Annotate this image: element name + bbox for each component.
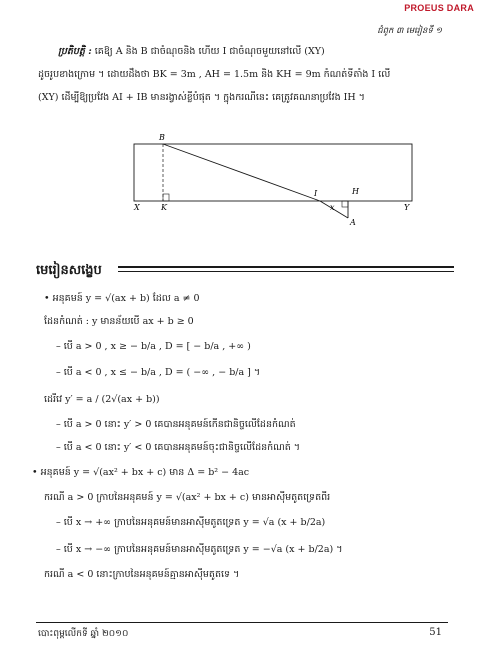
label-A: A	[350, 218, 356, 227]
label-X: X	[134, 203, 140, 212]
label-I: I	[314, 189, 318, 198]
page-number: 51	[429, 627, 442, 638]
summary-increasing: – បើ a > 0 នោះ y′ > 0 គេបានអនុគមន៍កើនជានិច្ចលើដែនកំណត់	[56, 419, 296, 430]
label-K: K	[161, 203, 167, 212]
section-title: មេរៀនសង្ខេប	[36, 263, 102, 278]
summary-decreasing: – បើ a < 0 នោះ y′ < 0 គេបានអនុគមន៍ចុះជានិច្ចលើដែនកំណត់ ។	[56, 442, 301, 453]
segment-BI	[163, 144, 320, 201]
summary-domain: ដែនកំណត់ : y មានន័យបើ ax + b ≥ 0	[44, 316, 194, 327]
summary-asymptote-1: – បើ x → +∞ ក្រាបនៃអនុគមន៍មានអាស៊ីមតូតទ្រេត y = √a (x + b/2a)	[56, 517, 326, 528]
label-H: H	[352, 187, 359, 196]
exercise-line-3: (XY) ដើម្បីឱ្យប្រវែង AI + IB មានរង្វាស់ខ្លីបំផុត ។ ក្នុងករណីនេះ គេត្រូវគណនាប្រវែង IH ។	[38, 92, 365, 103]
summary-case-2: – បើ a < 0 , x ≤ − b/a , D = ( −∞ , − b/a ] ។	[56, 367, 261, 378]
chapter-header: ជំពូក ៣ មេរៀនទី ១	[377, 26, 442, 36]
label-B: B	[159, 133, 165, 142]
summary-derivative: ដេរីវេ y′ = a / (2√(ax + b))	[44, 394, 160, 405]
section-rule-bottom	[118, 271, 454, 272]
summary-case-1: – បើ a > 0 , x ≥ − b/a , D = [ − b/a , +∞ )	[56, 341, 251, 352]
exercise-text-1: គេឱ្យ A និង B ជាចំណុចនិង ហើយ I ជាចំណុចមួយនៅលើ (XY)	[94, 46, 325, 57]
exercise-label: ប្រតិបត្តិ :	[58, 46, 92, 57]
exercise-line-2: ដូចរូបខាងក្រោម ។ ដោយដឹងថា BK = 3m , AH = 1.5m និង KH = 9m កំណត់ទីតាំង I លើ	[38, 69, 391, 80]
geometry-figure	[120, 128, 420, 228]
label-x: x	[330, 203, 335, 212]
section-rule-top	[118, 266, 454, 268]
brand-watermark: PROEUS DARA	[404, 3, 474, 13]
summary-asymptote-2: – បើ x → −∞ ក្រាបនៃអនុគមន៍មានអាស៊ីមតូតទ្រេត y = −√a (x + b/2a) ។	[56, 544, 343, 555]
summary-case-a-positive: ករណី a > 0 ក្រាបនៃអនុគមន៍ y = √(ax² + bx + c) មានអាស៊ីមតូតទ្រេតពីរ	[44, 492, 331, 503]
label-Y: Y	[404, 203, 410, 212]
figure-frame	[134, 144, 412, 201]
right-angle-H	[342, 201, 348, 207]
summary-bullet-2: • អនុគមន៍ y = √(ax² + bx + c) មាន Δ = b² − 4ac	[32, 467, 250, 478]
summary-bullet-1: • អនុគមន៍ y = √(ax + b) ដែល a ≠ 0	[44, 293, 200, 304]
footer-edition: បោះពុម្ពលើកទី ឆ្នាំ ២០១០	[38, 629, 129, 639]
exercise-line-1	[58, 45, 325, 59]
footer-rule	[36, 622, 448, 623]
right-angle-K	[163, 194, 169, 201]
summary-case-a-negative: ករណី a < 0 នោះក្រាបនៃអនុគមន៍គ្មានអាស៊ីមតូតទេ ។	[44, 569, 240, 580]
